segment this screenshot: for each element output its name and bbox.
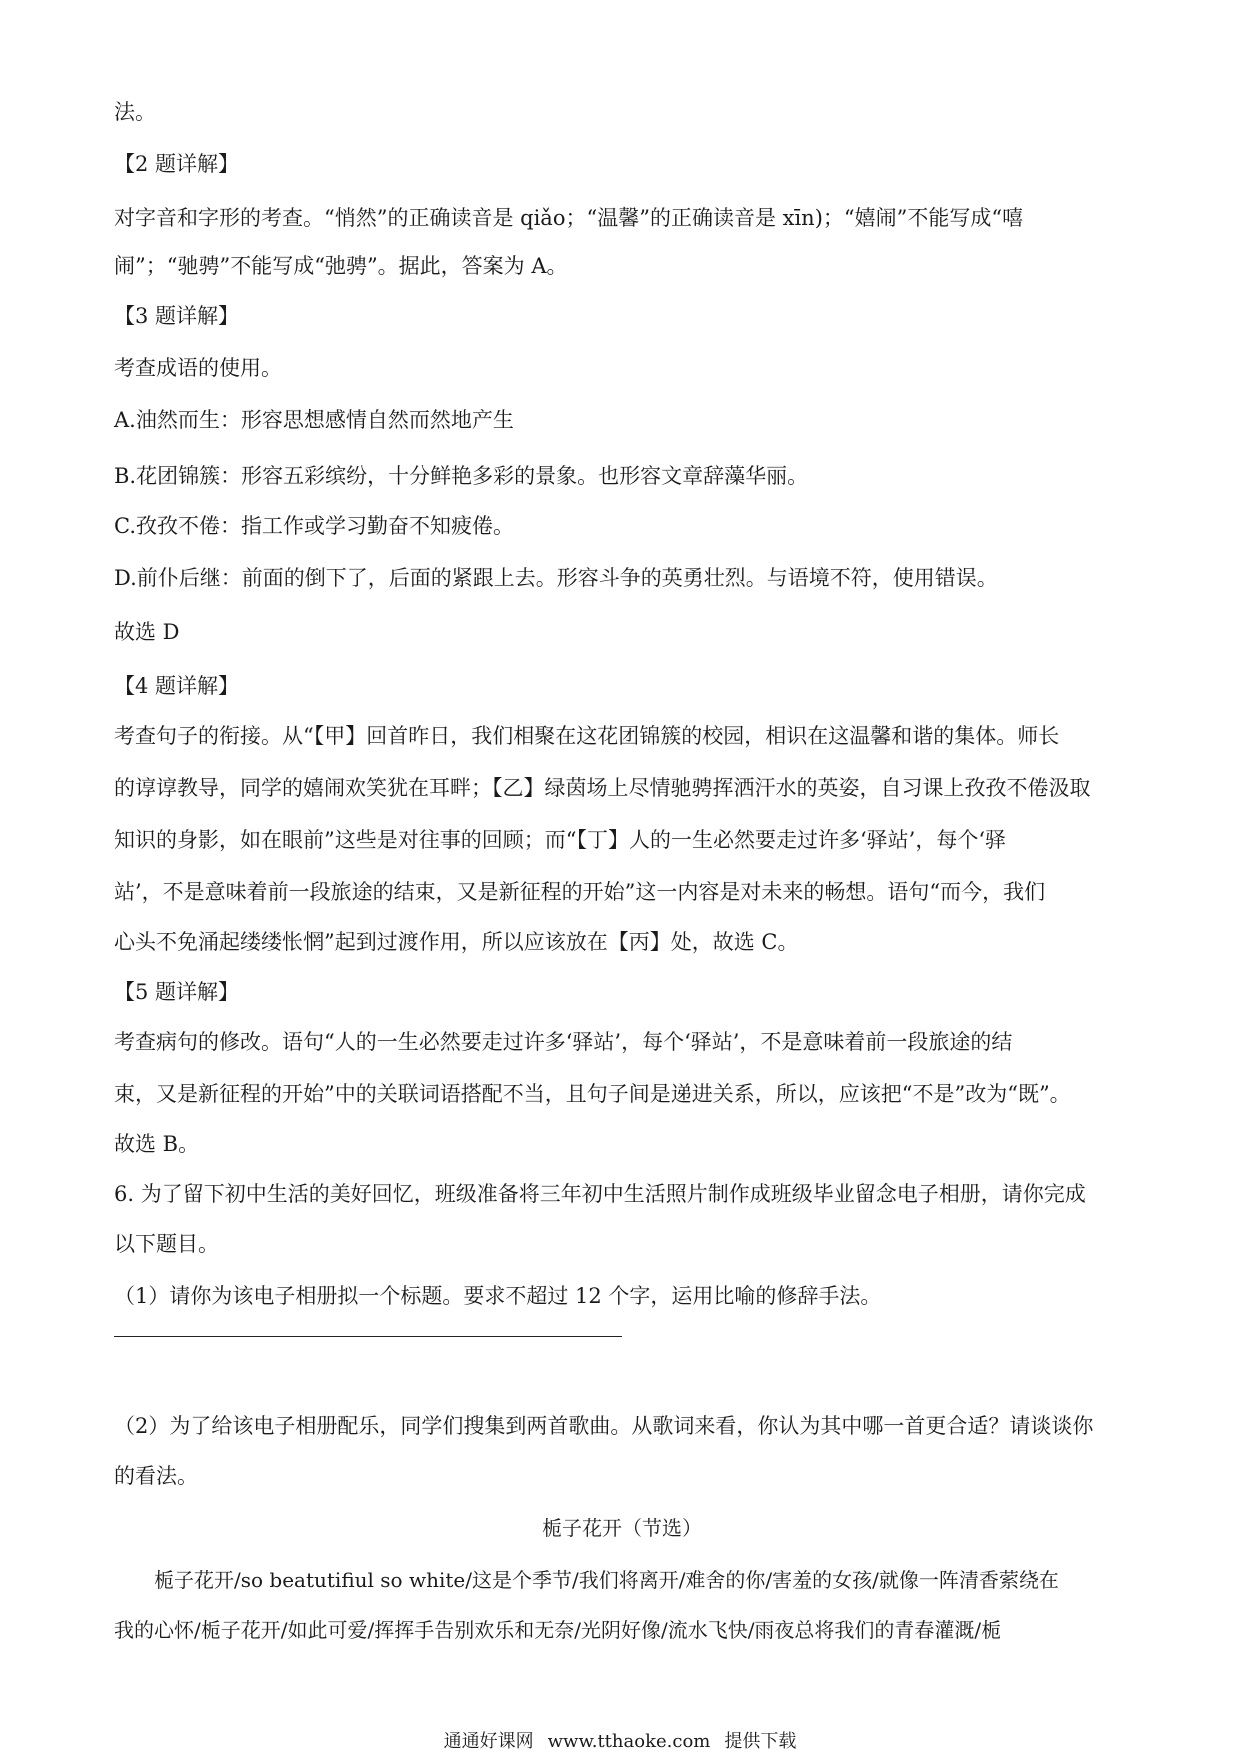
answer-blank-line[interactable] [114, 1336, 622, 1337]
lyric-line: 我的心怀/栀子花开/如此可爱/挥挥手告别欢乐和无奈/光阴好像/流水飞快/雨夜总将我们的青春灌溉/栀 [114, 1618, 1002, 1642]
footer-url[interactable]: www.tthaoke.com [547, 1731, 711, 1752]
option-d-line: D.前仆后继：前面的倒下了，后面的紧跟上去。形容斗争的英勇壮烈。与语境不符，使用错误。 [114, 566, 998, 590]
question-6-stem: 以下题目。 [114, 1232, 219, 1256]
question-6-stem: 6. 为了留下初中生活的美好回忆，班级准备将三年初中生活照片制作成班级毕业留念电子相册，请你完成 [114, 1182, 1086, 1206]
solution-text-block [114, 96, 1130, 1316]
text-line: 考查成语的使用。 [114, 356, 282, 380]
text-line: 的谆谆教导，同学的嬉闹欢笑犹在耳畔；【乙】绿茵场上尽情驰骋挥洒汗水的英姿，自习课上孜孜不倦汲取 [114, 776, 1091, 800]
text-line: 束，又是新征程的开始”中的关联词语搭配不当，且句子间是递进关系，所以，应该把“不是”改为“既”。 [114, 1082, 1071, 1106]
question-6-part-1: （1）请你为该电子相册拟一个标题。要求不超过 12 个字，运用比喻的修辞手法。 [114, 1284, 882, 1308]
text-line: 考查病句的修改。语句“人的一生必然要走过许多‘驿站’，每个‘驿站’，不是意味着前一段旅途的结 [114, 1030, 1013, 1054]
section-heading-q2: 【2 题详解】 [114, 152, 240, 176]
text-line: 知识的身影，如在眼前”这些是对往事的回顾；而“【丁】人的一生必然要走过许多‘驿站’，每个‘驿 [114, 828, 1006, 852]
text-line: 心头不免涌起缕缕怅惘”起到过渡作用，所以应该放在【丙】处，故选 C。 [114, 930, 799, 954]
section-heading-q3: 【3 题详解】 [114, 304, 240, 328]
option-b-line: B.花团锦簇：形容五彩缤纷，十分鲜艳多彩的景象。也形容文章辞藻华丽。 [114, 464, 809, 488]
section-heading-q4: 【4 题详解】 [114, 674, 240, 698]
question-6-part-2: 的看法。 [114, 1464, 198, 1488]
text-line: 法。 [114, 100, 156, 124]
option-c-line: C.孜孜不倦：指工作或学习勤奋不知疲倦。 [114, 514, 514, 538]
footer-site-name: 通通好课网 [443, 1731, 534, 1752]
page-footer [0, 1727, 1240, 1753]
section-heading-q5: 【5 题详解】 [114, 980, 240, 1004]
footer-suffix: 提供下载 [724, 1731, 797, 1752]
lyric-line: 栀子花开/so beatutifiul so white/这是个季节/我们将离开/难舍的你/害羞的女孩/就像一阵清香萦绕在 [154, 1568, 1059, 1592]
text-line: 考查句子的衔接。从“【甲】回首昨日，我们相聚在这花团锦簇的校园，相识在这温馨和谐的集体。师长 [114, 724, 1060, 748]
answer-line-text: 故选 D [114, 620, 180, 644]
text-line: 站’，不是意味着前一段旅途的结束，又是新征程的开始”这一内容是对未来的畅想。语句“而今，我们 [114, 880, 1046, 904]
text-line: 闹”；“驰骋”不能写成“弛骋”。据此，答案为 A。 [114, 254, 568, 278]
answer-line-text: 故选 B。 [114, 1132, 200, 1156]
page-content [114, 96, 1130, 1642]
text-line: 对字音和字形的考查。“悄然”的正确读音是 qiǎo；“温馨”的正确读音是 xīn)；“嬉闹”不能写成“嘻 [114, 206, 1024, 230]
option-a-line: A.油然而生：形容思想感情自然而然地产生 [114, 408, 514, 432]
song-title: 栀子花开（节选） [542, 1516, 702, 1540]
question-6-part-2: （2）为了给该电子相册配乐，同学们搜集到两首歌曲。从歌词来看，你认为其中哪一首更合适？请谈谈你 [114, 1414, 1094, 1438]
